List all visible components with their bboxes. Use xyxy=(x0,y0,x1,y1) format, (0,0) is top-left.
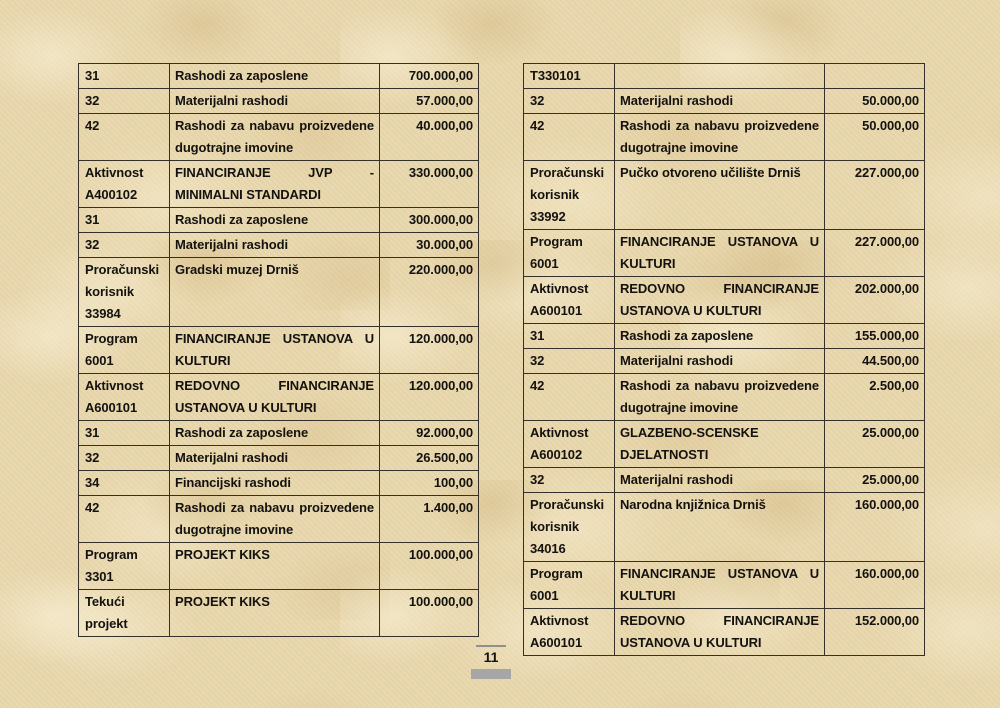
code-cell: Program 6001 xyxy=(530,234,583,271)
amount-cell: 330.000,00 xyxy=(379,161,478,207)
code-cell: Program 3301 xyxy=(85,547,138,584)
code-cell: Aktivnost A600101 xyxy=(85,378,144,415)
description-cell: Materijalni rashodi xyxy=(614,349,824,373)
table-row xyxy=(524,492,924,561)
amount-cell: 227.000,00 xyxy=(824,161,924,229)
amount-cell: 92.000,00 xyxy=(379,421,478,445)
description-cell: Rashodi za nabavu proizvedene dugotrajne imovine xyxy=(614,114,824,160)
table-row xyxy=(524,113,924,160)
amount-cell: 100,00 xyxy=(379,471,478,495)
code-cell: 42 xyxy=(85,500,100,515)
table-row xyxy=(79,64,478,88)
description-cell: Narodna knjižnica Drniš xyxy=(614,493,824,561)
amount-cell: 30.000,00 xyxy=(379,233,478,257)
table-row xyxy=(79,420,478,445)
code-cell: Program 6001 xyxy=(85,331,138,368)
description-cell: FINANCIRANJE USTANOVA U KULTURI xyxy=(169,327,379,373)
code-cell: Aktivnost A600101 xyxy=(530,281,589,318)
table-row xyxy=(79,326,478,373)
description-cell: GLAZBENO-SCENSKE DJELATNOSTI xyxy=(614,421,824,467)
table-row xyxy=(524,88,924,113)
amount-cell: 44.500,00 xyxy=(824,349,924,373)
amount-cell: 220.000,00 xyxy=(379,258,478,326)
table-row xyxy=(79,445,478,470)
table-row xyxy=(79,160,478,207)
amount-cell xyxy=(824,64,924,88)
amount-cell: 1.400,00 xyxy=(379,496,478,542)
description-cell: Rashodi za nabavu proizvedene dugotrajne imovine xyxy=(169,496,379,542)
code-cell: Proračunski korisnik 33992 xyxy=(530,165,605,224)
page-footer xyxy=(458,645,524,679)
table-row xyxy=(79,113,478,160)
description-cell: Materijalni rashodi xyxy=(614,468,824,492)
amount-cell: 26.500,00 xyxy=(379,446,478,470)
description-cell: FINANCIRANJE USTANOVA U KULTURI xyxy=(614,562,824,608)
amount-cell: 227.000,00 xyxy=(824,230,924,276)
footer-rule xyxy=(476,645,506,647)
amount-cell: 202.000,00 xyxy=(824,277,924,323)
code-cell: 32 xyxy=(530,353,545,368)
description-cell: Rashodi za zaposlene xyxy=(169,64,379,88)
amount-cell: 300.000,00 xyxy=(379,208,478,232)
amount-cell: 160.000,00 xyxy=(824,562,924,608)
code-cell: 32 xyxy=(530,93,545,108)
table-row xyxy=(524,160,924,229)
description-cell: FINANCIRANJE JVP - MINIMALNI STANDARDI xyxy=(169,161,379,207)
amount-cell: 152.000,00 xyxy=(824,609,924,655)
table-row xyxy=(79,470,478,495)
code-cell: 42 xyxy=(530,118,545,133)
code-cell: 34 xyxy=(85,475,100,490)
description-cell: FINANCIRANJE USTANOVA U KULTURI xyxy=(614,230,824,276)
table-row xyxy=(524,323,924,348)
code-cell: T330101 xyxy=(530,68,581,83)
table-row xyxy=(79,257,478,326)
table-row xyxy=(79,589,478,636)
table-row xyxy=(524,608,924,655)
description-cell: Materijalni rashodi xyxy=(169,89,379,113)
budget-table-left xyxy=(78,63,479,637)
description-cell: Rashodi za zaposlene xyxy=(169,421,379,445)
description-cell: Materijalni rashodi xyxy=(169,446,379,470)
description-cell: Rashodi za zaposlene xyxy=(614,324,824,348)
description-cell: PROJEKT KIKS xyxy=(169,590,379,636)
amount-cell: 100.000,00 xyxy=(379,543,478,589)
amount-cell: 50.000,00 xyxy=(824,114,924,160)
amount-cell: 25.000,00 xyxy=(824,421,924,467)
amount-cell: 120.000,00 xyxy=(379,327,478,373)
footer-block xyxy=(471,669,511,679)
description-cell: Gradski muzej Drniš xyxy=(169,258,379,326)
amount-cell: 40.000,00 xyxy=(379,114,478,160)
code-cell: 31 xyxy=(85,212,100,227)
description-cell: Rashodi za nabavu proizvedene dugotrajne imovine xyxy=(614,374,824,420)
amount-cell: 155.000,00 xyxy=(824,324,924,348)
amount-cell: 57.000,00 xyxy=(379,89,478,113)
table-row xyxy=(524,229,924,276)
description-cell: PROJEKT KIKS xyxy=(169,543,379,589)
table-row xyxy=(524,373,924,420)
code-cell: 42 xyxy=(530,378,545,393)
code-cell: Tekući projekt xyxy=(85,594,128,631)
table-row xyxy=(524,64,924,88)
amount-cell: 100.000,00 xyxy=(379,590,478,636)
amount-cell: 50.000,00 xyxy=(824,89,924,113)
table-row xyxy=(524,276,924,323)
code-cell: Proračunski korisnik 34016 xyxy=(530,497,605,556)
table-row xyxy=(79,88,478,113)
table-row xyxy=(79,495,478,542)
description-cell: Rashodi za zaposlene xyxy=(169,208,379,232)
description-cell: REDOVNO FINANCIRANJE USTANOVA U KULTURI xyxy=(614,277,824,323)
code-cell: Proračunski korisnik 33984 xyxy=(85,262,160,321)
amount-cell: 160.000,00 xyxy=(824,493,924,561)
budget-table-right xyxy=(523,63,925,656)
code-cell: 32 xyxy=(85,237,100,252)
description-cell: Pučko otvoreno učilište Drniš xyxy=(614,161,824,229)
code-cell: 32 xyxy=(85,93,100,108)
description-cell: REDOVNO FINANCIRANJE USTANOVA U KULTURI xyxy=(169,374,379,420)
table-row xyxy=(524,561,924,608)
code-cell: 31 xyxy=(530,328,545,343)
code-cell: Aktivnost A600101 xyxy=(530,613,589,650)
code-cell: 31 xyxy=(85,68,100,83)
table-row xyxy=(79,207,478,232)
amount-cell: 120.000,00 xyxy=(379,374,478,420)
table-row xyxy=(79,373,478,420)
code-cell: 32 xyxy=(530,472,545,487)
description-cell: REDOVNO FINANCIRANJE USTANOVA U KULTURI xyxy=(614,609,824,655)
description-cell: Materijalni rashodi xyxy=(614,89,824,113)
table-row xyxy=(524,420,924,467)
code-cell: Aktivnost A600102 xyxy=(530,425,589,462)
description-cell: Materijalni rashodi xyxy=(169,233,379,257)
table-row xyxy=(79,232,478,257)
amount-cell: 2.500,00 xyxy=(824,374,924,420)
amount-cell: 700.000,00 xyxy=(379,64,478,88)
code-cell: 32 xyxy=(85,450,100,465)
code-cell: 31 xyxy=(85,425,100,440)
amount-cell: 25.000,00 xyxy=(824,468,924,492)
description-cell: Rashodi za nabavu proizvedene dugotrajne imovine xyxy=(169,114,379,160)
description-cell xyxy=(614,64,824,88)
table-row xyxy=(524,348,924,373)
page-number: 11 xyxy=(483,649,499,665)
code-cell: 42 xyxy=(85,118,100,133)
table-row xyxy=(524,467,924,492)
code-cell: Aktivnost A400102 xyxy=(85,165,144,202)
code-cell: Program 6001 xyxy=(530,566,583,603)
description-cell: Financijski rashodi xyxy=(169,471,379,495)
table-row xyxy=(79,542,478,589)
